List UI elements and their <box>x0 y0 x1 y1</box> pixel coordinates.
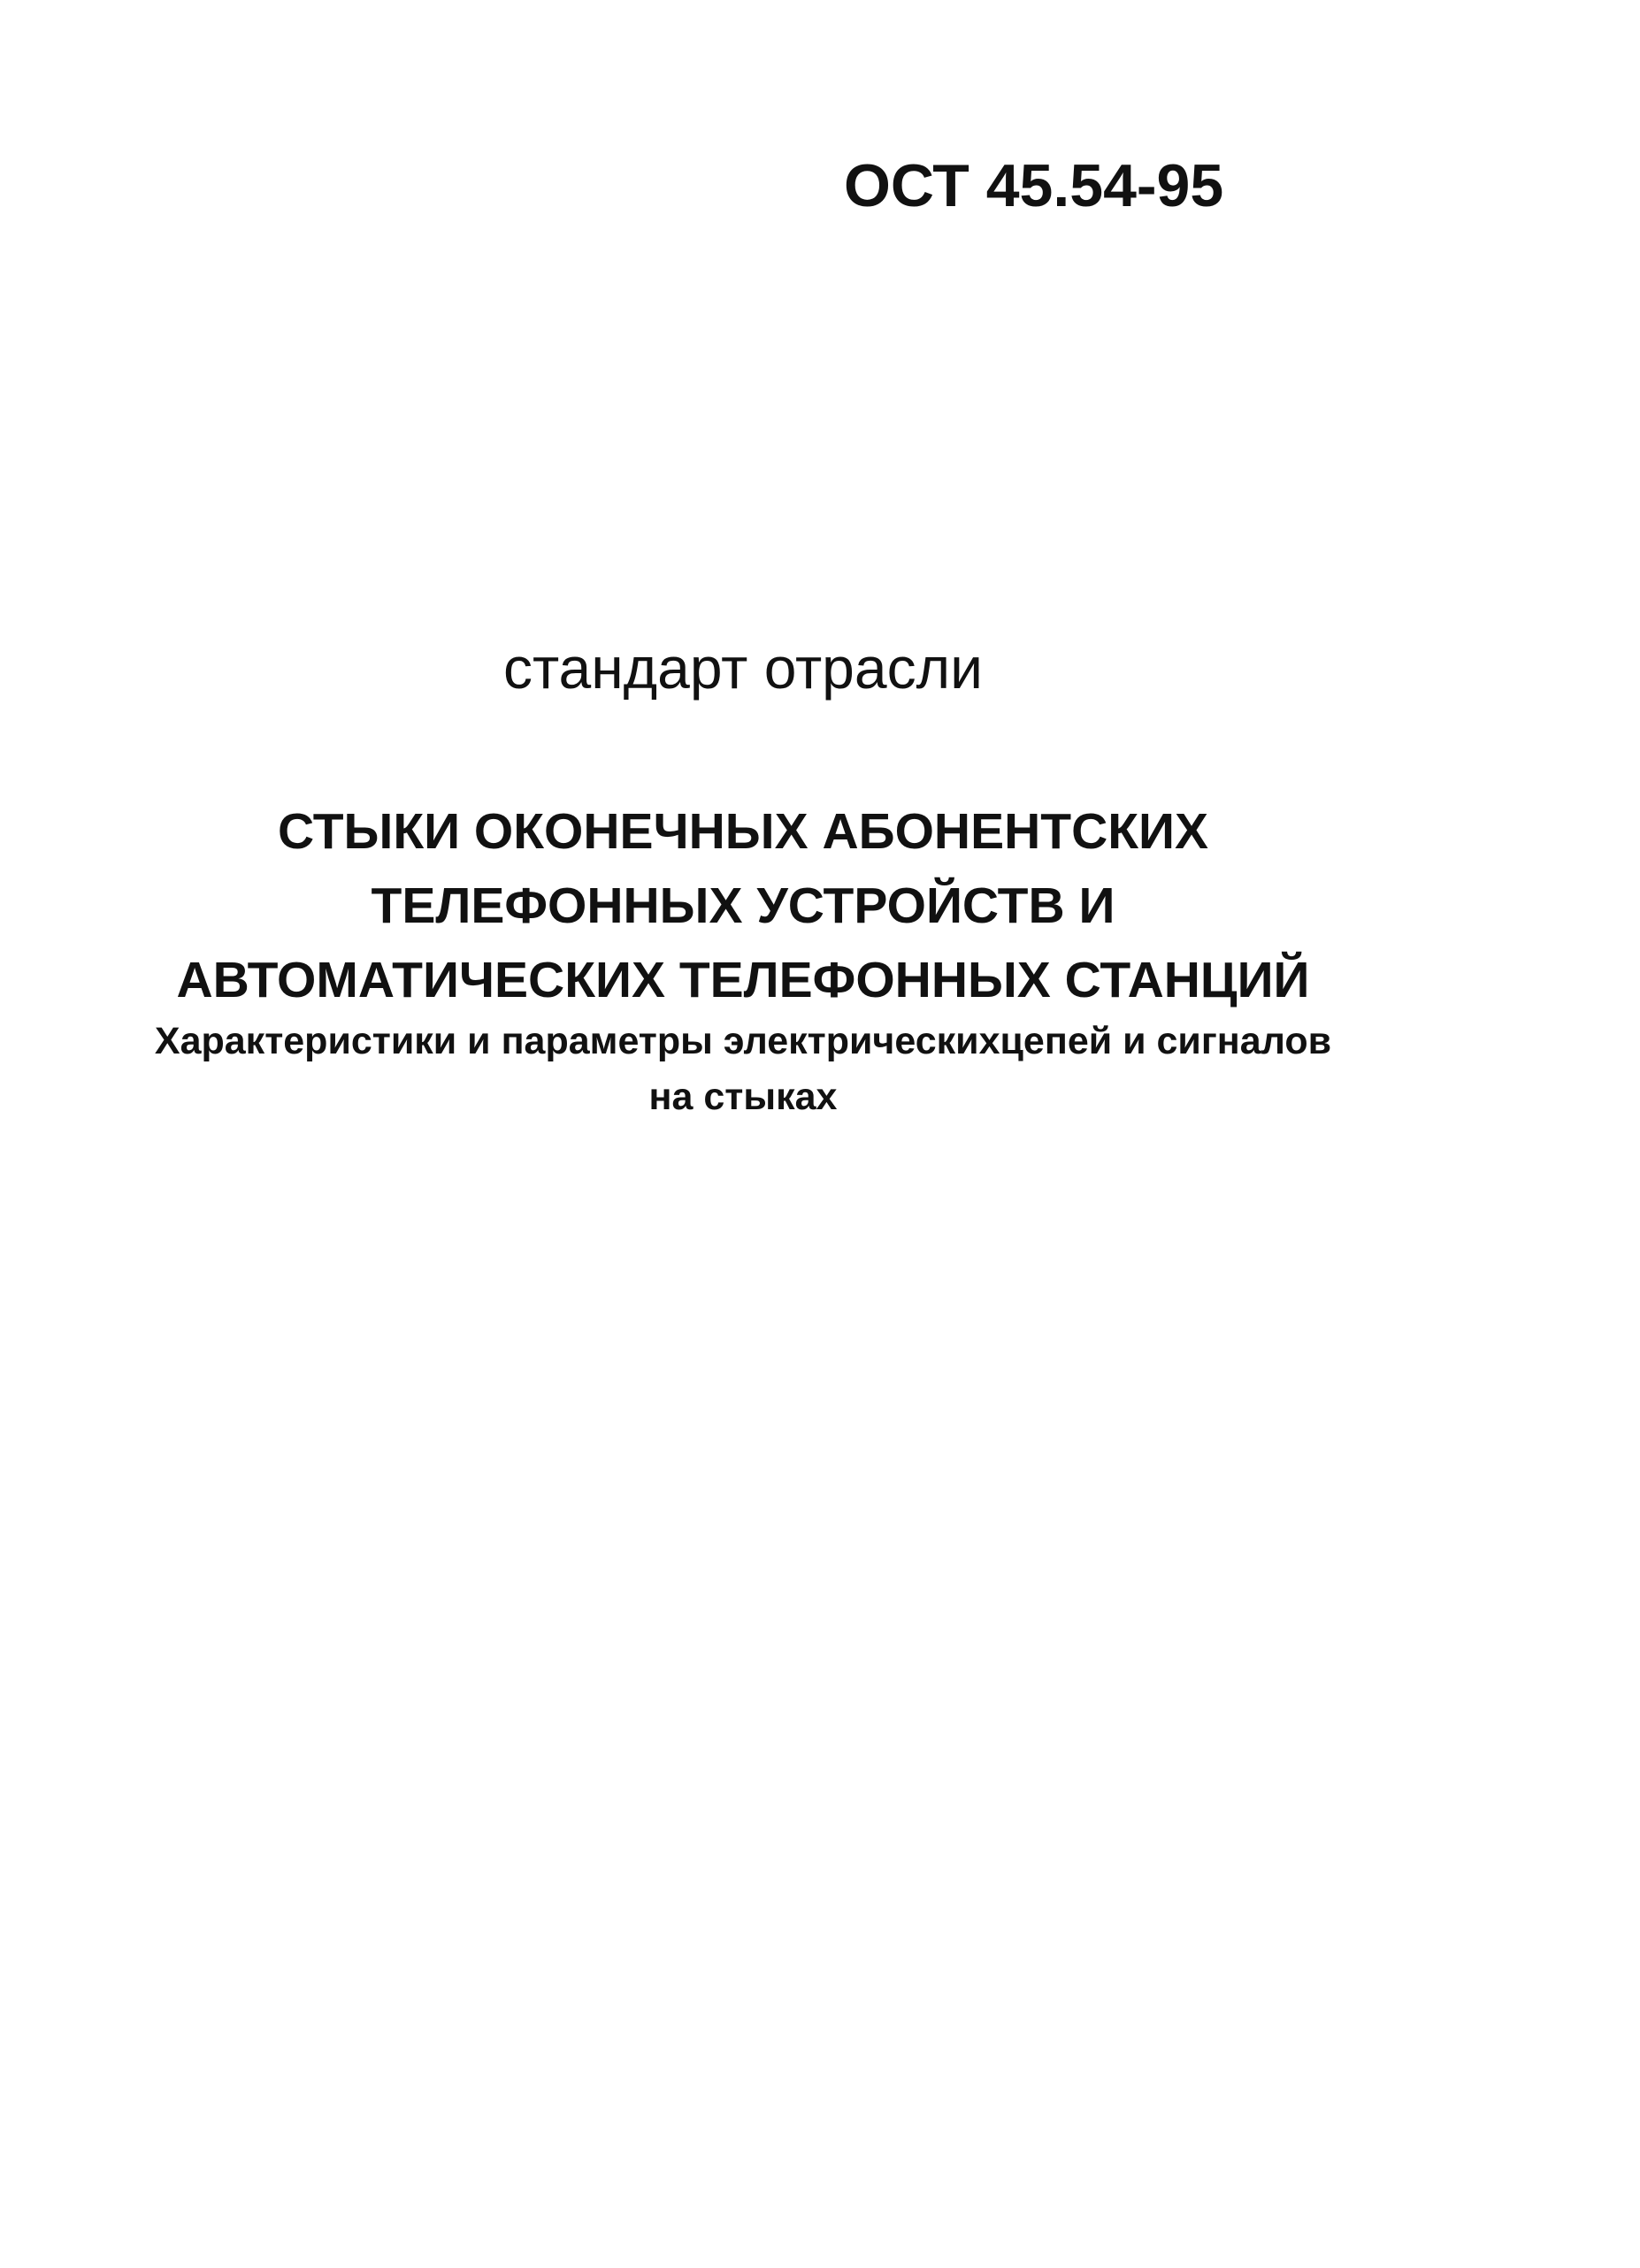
document-code: ОСТ 45.54-95 <box>844 152 1224 219</box>
document-type <box>0 635 1486 701</box>
title-line-1: СТЫКИ ОКОНЕЧНЫХ АБОНЕНТСКИХ <box>277 803 1209 860</box>
title-line-2: ТЕЛЕФОННЫХ УСТРОЙСТВ И <box>371 877 1115 934</box>
title-line-3: АВТОМАТИЧЕСКИХ ТЕЛЕФОННЫХ СТАНЦИЙ <box>176 952 1310 1008</box>
document-subtitle <box>71 1014 1415 1125</box>
subtitle-line-2: на стыках <box>648 1076 838 1118</box>
subtitle-line-1: Характеристики и параметры электрическихцепей и сигналов <box>154 1020 1332 1062</box>
document-type-text: стандарт отрасли <box>503 635 983 701</box>
document-title <box>88 794 1398 1017</box>
